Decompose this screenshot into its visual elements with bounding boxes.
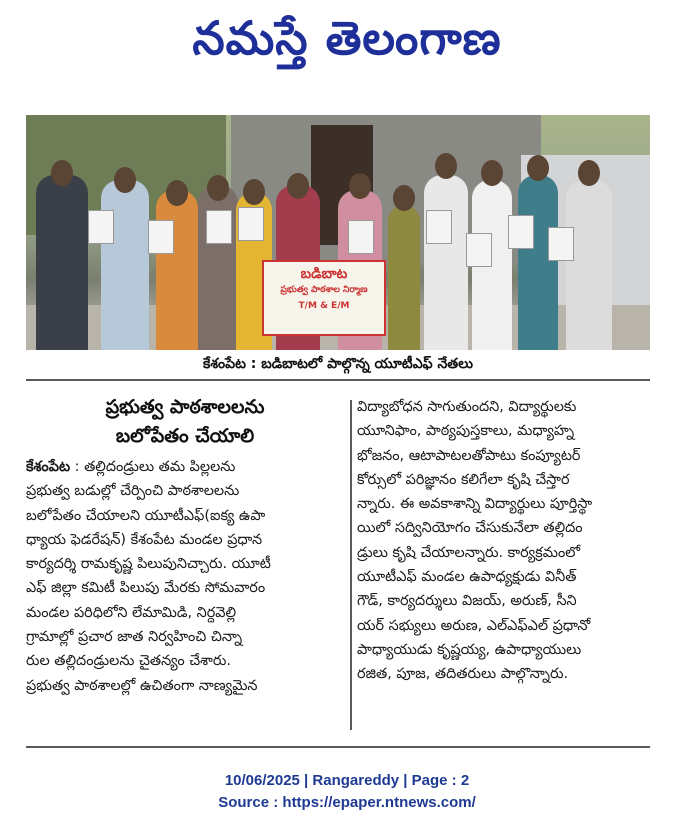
article-line: యర్ సభ్యులు అరుణ, ఎల్‌ఎఫ్‌ఎల్ ప్రధానో [357,617,591,634]
article-text: : తల్లిదండ్రులు తమ పిల్లలను [70,459,236,475]
photo-person [388,205,420,350]
photo-caption: కేశంపేట : బడిబాటలో పాల్గొన్న యూటీఎఫ్ నేతలు [203,356,473,372]
photo-pamphlet [148,220,174,254]
article-line: భోజనం, ఆటాపాటలతోపాటు కంప్యూటర్ [357,447,581,464]
article-line: గౌడ్, కార్యదర్శులు విజయ్, అరుణ్, సీని [357,593,577,610]
photo-pamphlet [548,227,574,261]
dateline: కేశంపేట [26,459,71,475]
article-column-left [26,455,344,698]
footer-source-link[interactable]: Source : https://epaper.ntnews.com/ [218,794,476,811]
photo-pamphlet [348,220,374,254]
article-line: ప్రభుత్వ పాఠశాలల్లో ఉచితంగా నాణ్యమైన [26,677,258,694]
divider-rule [26,379,650,381]
photo-person [566,180,612,350]
photo-person [518,175,558,350]
article-line: విద్యాబోధన సాగుతుందని, విద్యార్థులకు [357,399,577,415]
photo-pamphlet [466,233,492,267]
article-line: బలోపేతం చేయాలని యూటీఎఫ్(ఐక్య ఉపా [26,507,266,524]
photo-person [101,180,149,350]
article-line: మండల పరిధిలోని లేమామిడి, నిర్దవెల్లి [26,604,237,621]
newspaper-title: నమస్తే తెలంగాణ [192,11,502,65]
photo-person-head [243,179,265,205]
photo-pamphlet [508,215,534,249]
page-footer [0,770,694,814]
photo-person-head [578,160,600,186]
column-divider [350,400,352,730]
article-line: ధ్యాయ ఫెడరేషన్) కేశంపేట మండల ప్రధాన [26,531,263,548]
article-column-right [357,395,650,687]
article-line: న్నారు. ఈ అవకాశాన్ని విద్యార్థులు పూర్తిస్థా [357,496,593,513]
photo-pamphlet [238,207,264,241]
article-line: ఎఫ్ జిల్లా కమిటీ పిలుపు మేరకు సోమవారం [26,580,266,597]
article-line [26,455,344,479]
photo-person-head [481,160,503,186]
article-line: డ్రులు కృషి చేయాలన్నారు. కార్యక్రమంలో [357,544,581,561]
article-line: యూటీఎఫ్ మండల ఉపాధ్యక్షుడు వినీత్ [357,569,577,586]
photo-pamphlet [426,210,452,244]
article-line: రుల తల్లిదండ్రులను చైతన్యం చేశారు. [26,653,231,670]
photo-person [36,175,88,350]
divider-rule [26,746,650,748]
news-photo [26,115,650,350]
photo-person-head [166,180,188,206]
banner-text: ప్రభుత్వ పాఠశాల నిర్మాణ [280,285,368,295]
article-line: ప్రభుత్వ బడుల్లో చేర్పించి పాఠశాలలను [26,483,240,500]
footer-date-page: 10/06/2025 | Rangareddy | Page : 2 [224,772,470,789]
photo-banner [262,260,386,336]
banner-text: T/M & E/M [298,301,350,311]
article-line: పాధ్యాయుడు కృష్ణయ్య, ఉపాధ్యాయులు [357,641,582,658]
article-line: యిలో సద్వినియోగం చేసుకునేలా తల్లిదం [357,520,583,537]
headline-line: ప్రభుత్వ పాఠశాలలను [105,396,265,418]
photo-person-head [51,160,73,186]
photo-pamphlet [88,210,114,244]
headline-line: బలోపేతం చేయాలి [115,425,255,447]
banner-text: బడిబాట [300,266,348,282]
photo-person-head [393,185,415,211]
article-line: కోర్సులో పరిజ్ఞానం కలిగేలా కృషి చేస్తార [357,471,570,488]
photo-person-head [287,173,309,199]
photo-pamphlet [206,210,232,244]
masthead [0,0,694,92]
photo-person-head [114,167,136,193]
article-line: రజిత, పూజ, తదితరులు పాల్గొన్నారు. [357,666,569,683]
article-headline [26,393,344,451]
article-line: యూనిఫాం, పాఠ్యపుస్తకాలు, మధ్యాహ్న [357,423,575,440]
photo-person [424,175,468,350]
photo-person-head [349,173,371,199]
article-line: గ్రామాల్లో ప్రచార జాత నిర్వహించి చిన్నా [26,629,243,646]
photo-person-head [207,175,229,201]
photo-person-head [527,155,549,181]
article-line: కార్యదర్శి రామకృష్ణ పిలుపునిచ్చారు. యూటీ [26,556,271,573]
photo-person [156,190,198,350]
photo-person-head [435,153,457,179]
